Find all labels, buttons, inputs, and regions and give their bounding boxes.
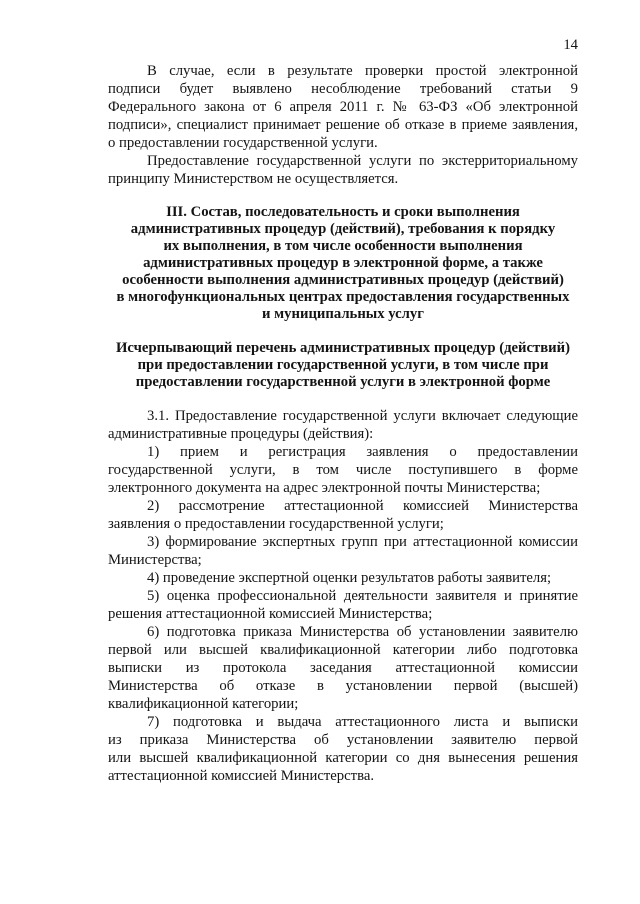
section-heading-line-6: в многофункциональных центрах предоставления государственных bbox=[116, 288, 570, 305]
list-item-2 bbox=[108, 497, 578, 533]
list-item-6-line-5: квалификационной категории; bbox=[108, 696, 299, 712]
subsection-heading-line-1: Исчерпывающий перечень административных процедур (действий) bbox=[116, 339, 570, 356]
list-item-1-line-3: электронного документа на адрес электронной почты Министерства; bbox=[108, 480, 541, 496]
list-item-4-line-1: 4) проведение экспертной оценки результатов работы заявителя; bbox=[147, 570, 552, 586]
subsection-heading bbox=[108, 340, 578, 391]
list-item-6-line-3: выписки из протокола заседания аттестационной комиссии bbox=[108, 660, 578, 676]
subsection-heading-line-3: предоставлении государственной услуги в электронной форме bbox=[135, 373, 551, 390]
list-item-7-line-2: из приказа Министерства об установлении заявителю первой bbox=[108, 732, 578, 748]
list-item-6-line-2: первой или высшей квалификационной категории либо подготовка bbox=[108, 642, 578, 658]
procedures-list bbox=[108, 407, 578, 785]
list-item-3-line-1: 3) формирование экспертных групп при аттестационной комиссии bbox=[147, 534, 578, 550]
extraterritorial-paragraph-line-2: принципу Министерством не осуществляется. bbox=[108, 171, 399, 187]
section-heading-line-5: особенности выполнения административных процедур (действий) bbox=[122, 271, 564, 288]
list-item-7 bbox=[108, 713, 578, 785]
section-heading-line-3: их выполнения, в том числе особенности выполнения bbox=[163, 237, 523, 254]
esign-paragraph-line-1: В случае, если в результате проверки простой электронной bbox=[147, 63, 578, 79]
list-item-1-line-1: 1) прием и регистрация заявления о предоставлении bbox=[147, 444, 578, 460]
list-item-5-line-1: 5) оценка профессиональной деятельности заявителя и принятие bbox=[147, 588, 578, 604]
section-heading bbox=[108, 204, 578, 323]
list-item-1 bbox=[108, 443, 578, 497]
section-heading-line-1: III. Состав, последовательность и сроки выполнения bbox=[166, 203, 520, 220]
esign-verification-paragraph bbox=[108, 62, 578, 152]
section-heading-line-2: административных процедур (действий), требования к порядку bbox=[130, 220, 556, 237]
extraterritorial-paragraph-line-1: Предоставление государственной услуги по экстерриториальному bbox=[147, 153, 578, 169]
section-heading-line-4: административных процедур в электронной форме, а также bbox=[143, 254, 543, 271]
esign-paragraph-line-5: о предоставлении государственной услуги. bbox=[108, 135, 378, 151]
subsection-heading-line-2: при предоставлении государственной услуги, в том числе при bbox=[137, 356, 549, 373]
list-item-7-line-1: 7) подготовка и выдача аттестационного листа и выписки bbox=[147, 714, 578, 730]
clause-3-1 bbox=[108, 407, 578, 443]
list-item-5 bbox=[108, 587, 578, 623]
list-item-2-line-1: 2) рассмотрение аттестационной комиссией Министерства bbox=[147, 498, 578, 514]
list-item-3-line-2: Министерства; bbox=[108, 552, 202, 568]
list-item-6-line-4: Министерства об отказе в установлении первой (высшей) bbox=[108, 678, 578, 694]
list-item-2-line-2: заявления о предоставлении государственной услуги; bbox=[108, 516, 444, 532]
esign-paragraph-line-3: Федерального закона от 6 апреля 2011 г. № 63-ФЗ «Об электронной bbox=[108, 99, 578, 115]
page-number: 14 bbox=[563, 37, 578, 53]
list-item-1-line-2: государственной услуги, в том числе поступившего в форме bbox=[108, 462, 578, 478]
list-item-5-line-2: решения аттестационной комиссией Министерства; bbox=[108, 606, 433, 622]
extraterritorial-paragraph bbox=[108, 152, 578, 188]
document-body bbox=[108, 62, 578, 785]
section-heading-line-7: и муниципальных услуг bbox=[262, 305, 424, 322]
list-item-6-line-1: 6) подготовка приказа Министерства об установлении заявителю bbox=[147, 624, 578, 640]
clause-3-1-line-2: административные процедуры (действия): bbox=[108, 426, 374, 442]
list-item-6 bbox=[108, 623, 578, 713]
list-item-3 bbox=[108, 533, 578, 569]
esign-paragraph-line-4: подписи», специалист принимает решение об отказе в приеме заявления, bbox=[108, 117, 578, 133]
list-item-7-line-3: или высшей квалификационной категории со дня вынесения решения bbox=[108, 750, 578, 766]
list-item-7-line-4: аттестационной комиссией Министерства. bbox=[108, 768, 375, 784]
clause-3-1-line-1: 3.1. Предоставление государственной услуги включает следующие bbox=[147, 408, 578, 424]
list-item-4 bbox=[108, 569, 578, 587]
esign-paragraph-line-2: подписи будет выявлено несоблюдение требований статьи 9 bbox=[108, 81, 578, 97]
